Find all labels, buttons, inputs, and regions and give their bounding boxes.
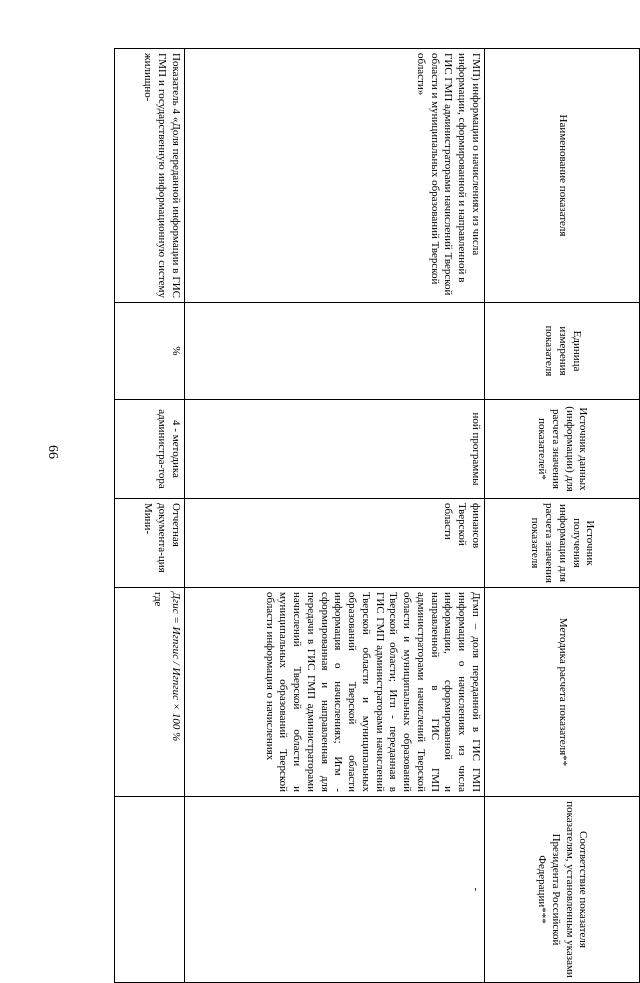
row2-name: Показатель 4 «Доля переданной информации в ГИС ГМП и государственную информационную систему жилищно- bbox=[115, 49, 185, 303]
row1-compliance: - bbox=[185, 797, 485, 983]
rotated-page bbox=[95, 48, 640, 978]
header-method: Методика расчета показателя** bbox=[485, 588, 640, 797]
row1-name: ГМП) информации о начислениях из числа информации, сформированной и направленной в ГИС ГМП администраторами начислений Тверской области и муниципальных образований Тверской области» bbox=[185, 49, 485, 303]
row2-source-info: Отчетная документа-ция Мини- bbox=[115, 499, 185, 588]
header-unit: Единица измерения показателя bbox=[485, 303, 640, 400]
table-row bbox=[115, 49, 185, 983]
row2-compliance bbox=[115, 797, 185, 983]
header-name: Наименование показателя bbox=[485, 49, 640, 303]
row1-method: Дгмп – доля переданной в ГИС ГМП информации о начислениях из числа информации, сформированной и направленной в ГИС ГМП администраторами начислений Тверской области и муниципальных образований Тверской области; Игп - переданная в ГИС ГМП администраторами начислений Тверской области и муниципальных образований Тверской области информация о начислениях; Игм - сформированная и направленная для передачи в ГИС ГМП администраторами начислений Тверской области и муниципальных образований Тверской области информация о начислениях bbox=[185, 588, 485, 797]
row2-formula: Дгис = Игпгис / Игпгис × 100 % bbox=[170, 592, 182, 742]
row2-method bbox=[115, 588, 185, 797]
indicator-table bbox=[114, 48, 640, 983]
row2-unit: % bbox=[115, 303, 185, 400]
table-row bbox=[185, 49, 485, 983]
table-header-row bbox=[485, 49, 640, 983]
row2-source-data: 4 - методика администра-тора bbox=[115, 400, 185, 499]
header-compliance: Соответствие показателя показателям, установленным указами Президента Российской Федерации*** bbox=[485, 797, 640, 983]
row2-gde: где bbox=[152, 592, 165, 607]
page-number: 66 bbox=[45, 445, 60, 459]
row1-unit bbox=[185, 303, 485, 400]
row1-source-info: финансов Тверской области bbox=[185, 499, 485, 588]
row1-source-data: ной программы bbox=[185, 400, 485, 499]
header-source-info: Источник получения информации для расчета значения показателя bbox=[485, 499, 640, 588]
header-source-data: Источник данных (информации) для расчета значения показателей* bbox=[485, 400, 640, 499]
